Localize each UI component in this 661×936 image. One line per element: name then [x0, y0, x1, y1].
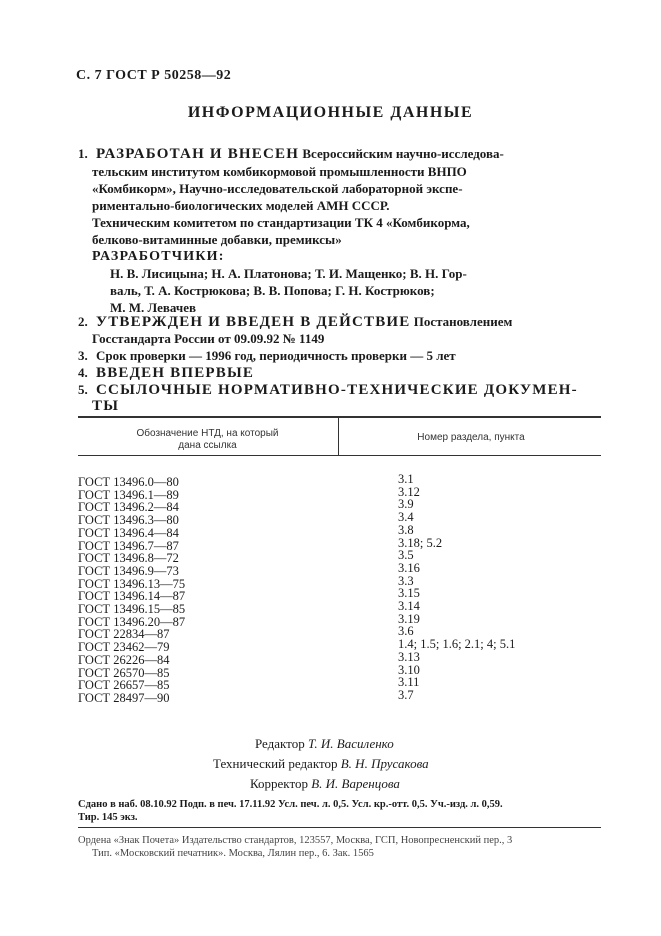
section-3	[78, 347, 603, 364]
section-1-line6: белково-витаминные добавки, премиксы»	[92, 232, 342, 247]
table-cell-document: ГОСТ 23462—79	[78, 640, 170, 655]
table-header-divider	[338, 416, 339, 456]
imprint-divider	[78, 827, 601, 828]
table-cell-section: 3.19	[398, 611, 420, 626]
table-cell-document: ГОСТ 26657—85	[78, 678, 170, 693]
section-number: 3.	[78, 348, 88, 363]
credit-proofreader	[250, 774, 400, 794]
table-header-col1-line2: дана ссылка	[178, 440, 237, 451]
imprint-publisher	[78, 835, 603, 860]
imprint-line4: Тип. «Московский печатник». Москва, Лялин пер., 6. Зак. 1565	[92, 847, 374, 859]
table-header-col1-line1: Обозначение НТД, на который	[136, 428, 279, 439]
table-cell-section: 3.16	[398, 560, 420, 575]
table-header-rule	[78, 455, 601, 456]
table-header-col2: Номер раздела, пункта	[417, 432, 525, 443]
table-cell-section: 3.10	[398, 662, 420, 677]
developers-line3: М. М. Левачев	[110, 300, 197, 315]
credit-tech-editor	[213, 754, 429, 774]
credit-role: Технический редактор	[213, 756, 338, 771]
imprint-line3: Ордена «Знак Почета» Издательство стандартов, 123557, Москва, ГСП, Новопресненский пер., 3	[78, 835, 513, 846]
section-1-line3: «Комбикорм», Научно-исследовательской лабораторной экспе-	[92, 181, 463, 196]
imprint-print-data	[78, 799, 603, 824]
table-cell-document: ГОСТ 22834—87	[78, 627, 170, 642]
section-1-line1	[78, 145, 603, 163]
table-cell-document: ГОСТ 28497—90	[78, 690, 170, 705]
section-1-line5: Техническим комитетом по стандартизации ТК 4 «Комбикорма,	[92, 215, 470, 230]
table-cell-section: 3.14	[398, 599, 420, 613]
section-1-heading: РАЗРАБОТАН И ВНЕСЕН	[96, 146, 300, 162]
credit-name: В. Н. Прусакова	[340, 756, 429, 771]
page-header: С. 7 ГОСТ Р 50258—92	[76, 68, 232, 83]
table-cell-section: 3.7	[398, 687, 414, 702]
developers-line2: валь, Т. А. Кострюкова; В. В. Попова; Г. Н. Кострюков;	[110, 283, 435, 298]
developers-heading: РАЗРАБОТЧИКИ:	[92, 249, 225, 264]
table-cell-section: 3.12	[398, 484, 420, 499]
credit-role: Корректор	[250, 776, 308, 791]
imprint-line2: Тир. 145 экз.	[78, 811, 138, 823]
section-1-text: Всероссийским научно-исследова-	[302, 146, 504, 161]
table-cell-document: ГОСТ 13496.7—87	[78, 538, 179, 553]
table-cell-section: 3.9	[398, 497, 414, 512]
table-cell-section: 3.11	[398, 675, 420, 690]
table-cell-document: ГОСТ 13496.14—87	[78, 589, 186, 604]
section-4-heading: ВВЕДЕН ВПЕРВЫЕ	[96, 365, 255, 381]
table-header-col1	[80, 428, 335, 452]
developers-line1: Н. В. Лисицына; Н. А. Платонова; Т. И. Мащенко; В. Н. Гор-	[110, 266, 467, 281]
table-cell-document: ГОСТ 26570—85	[78, 665, 170, 680]
table-cell-section: 3.3	[398, 573, 414, 588]
table-cell-document: ГОСТ 13496.20—87	[78, 614, 186, 629]
section-2-heading: УТВЕРЖДЕН И ВВЕДЕН В ДЕЙСТВИЕ	[96, 314, 411, 330]
section-number: 1.	[78, 146, 88, 161]
table-cell-section: 1.4; 1.5; 1.6; 2.1; 4; 5.1	[398, 637, 516, 652]
table-cell-document: ГОСТ 13496.2—84	[78, 500, 179, 515]
section-2-line1	[78, 313, 603, 331]
table-cell-document: ГОСТ 13496.4—84	[78, 525, 179, 540]
section-4	[78, 364, 603, 382]
table-cell-section: 3.1	[398, 472, 414, 486]
table-top-rule	[78, 416, 601, 418]
section-3-text: Срок проверки — 1996 год, периодичность проверки — 5 лет	[96, 348, 456, 363]
section-1-line4: риментально-биологических моделей АМН СССР.	[92, 198, 390, 213]
section-2-line2: Госстандарта России от 09.09.92 № 1149	[92, 331, 325, 346]
credit-editor	[255, 734, 394, 754]
table-cell-document: ГОСТ 13496.13—75	[78, 576, 186, 591]
table-cell-document: ГОСТ 13496.8—72	[78, 551, 179, 566]
section-number: 2.	[78, 314, 88, 329]
page-title: ИНФОРМАЦИОННЫЕ ДАННЫЕ	[187, 104, 474, 121]
section-number: 4.	[78, 365, 88, 380]
table-cell-section: 3.13	[398, 649, 420, 664]
credit-role: Редактор	[255, 736, 305, 751]
credit-name: В. И. Варенцова	[311, 776, 400, 791]
table-cell-document: ГОСТ 13496.9—73	[78, 563, 179, 578]
credit-name: Т. И. Василенко	[307, 736, 394, 751]
table-cell-document: ГОСТ 13496.3—80	[78, 513, 179, 528]
table-cell-document: ГОСТ 26226—84	[78, 652, 170, 667]
section-5-heading: ССЫЛОЧНЫЕ НОРМАТИВНО-ТЕХНИЧЕСКИЕ ДОКУМЕН-	[96, 382, 578, 398]
section-1-line2: тельским институтом комбикормовой промышленности ВНПО	[92, 164, 467, 179]
section-5-heading-cont: ТЫ	[92, 398, 120, 414]
table-cell-document: ГОСТ 13496.0—80	[78, 475, 179, 489]
table-cell-section: 3.18; 5.2	[398, 535, 443, 550]
table-cell-section: 3.6	[398, 624, 414, 639]
table-cell-section: 3.15	[398, 586, 420, 601]
section-5	[78, 381, 603, 399]
imprint-line1: Сдано в наб. 08.10.92 Подп. в печ. 17.11.92 Усл. печ. л. 0,5. Усл. кр.-отт. 0,5. Уч.-изд. л. 0,59.	[78, 799, 503, 810]
table-cell-document: ГОСТ 13496.1—89	[78, 487, 179, 502]
table-cell-section: 3.4	[398, 510, 414, 525]
table-cell-section: 3.8	[398, 522, 414, 537]
table-cell-section: 3.5	[398, 548, 414, 563]
table-cell-document: ГОСТ 13496.15—85	[78, 602, 186, 616]
section-2-text: Постановлением	[413, 314, 513, 329]
section-number: 5.	[78, 382, 88, 397]
